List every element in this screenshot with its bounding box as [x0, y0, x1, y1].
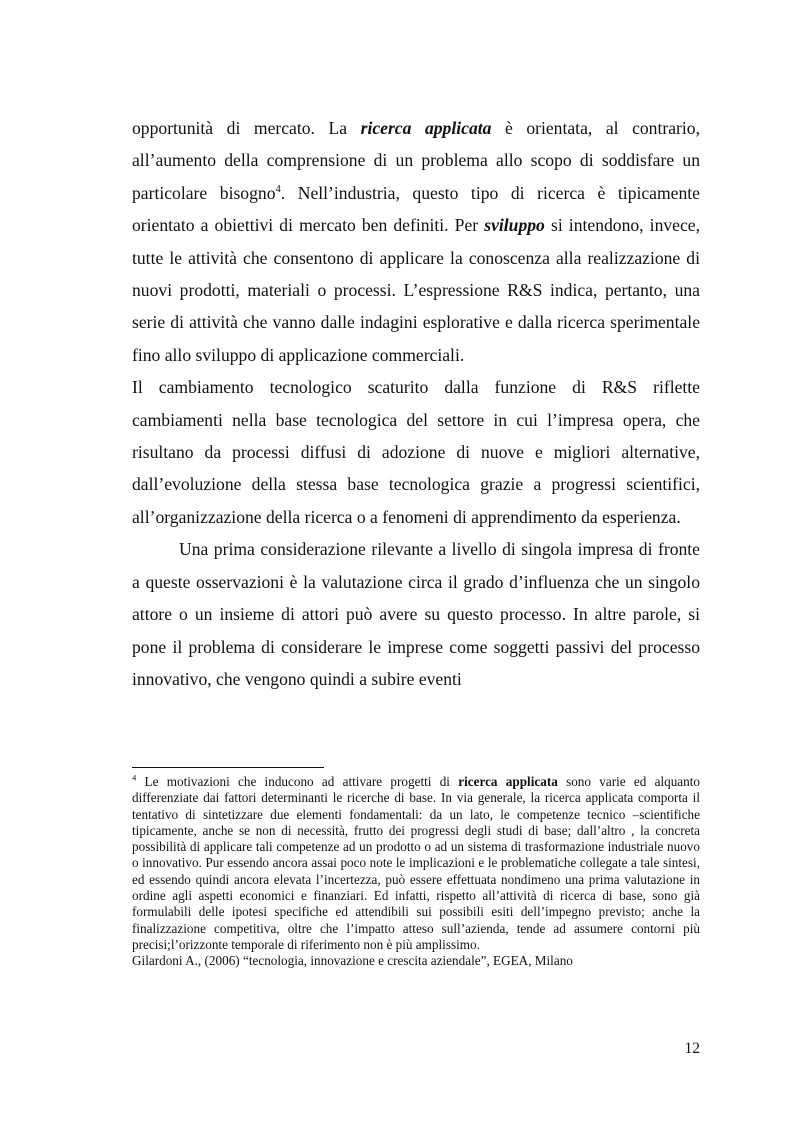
text-run: si intendono, invece, tutte le attività che consentono di applicare la conoscenza alla realizzazione di nuovi prodotti, materiali o processi. L’espressione R&S indica, pertanto, una serie di attività che vanno dalle indagini esplorative e dalla ricerca sperimentale fino allo sviluppo di applicazione commerciali.: [132, 215, 700, 365]
footnote-reference[interactable]: 4: [275, 183, 281, 195]
term-ricerca-applicata: ricerca applicata: [360, 118, 492, 138]
footnote-bold-term: ricerca applicata: [458, 774, 558, 789]
footnote-source: Gilardoni A., (2006) “tecnologia, innovazione e crescita aziendale”, EGEA, Milano: [132, 953, 573, 969]
document-page: [132, 0, 700, 1123]
paragraph-2: Il cambiamento tecnologico scaturito dalla funzione di R&S riflette cambiamenti nella base tecnologica del settore in cui l’impresa opera, che risultano da processi diffusi di adozione di nuove e migliori alternative, dall’evoluzione della stessa base tecnologica grazie a progressi scientifici, all’organizzazione della ricerca o a fenomeni di apprendimento da esperienza.: [132, 377, 700, 527]
paragraph-3: Una prima considerazione rilevante a livello di singola impresa di fronte a queste osservazioni è la valutazione circa il grado d’influenza che un singolo attore o un insieme di attori può avere su questo processo. In altre parole, si pone il problema di considerare le imprese come soggetti passivi del processo innovativo, che vengono quindi a subire eventi: [132, 539, 700, 689]
text-run: opportunità di mercato. La: [132, 118, 361, 138]
footnote-4: [132, 774, 700, 953]
page-number: 12: [684, 1040, 700, 1057]
term-sviluppo: sviluppo: [484, 215, 545, 236]
paragraph-1: [132, 112, 700, 371]
body-text: [132, 112, 700, 695]
text-run: . Nell’industria, questo tipo di ricerca è tipicamente orientato a obiettivi di mercato ben definiti. Per: [132, 182, 700, 236]
text-run: Le motivazioni che inducono ad attivare progetti di: [136, 774, 459, 789]
footnote-separator: [132, 767, 324, 768]
footnote-area: [132, 774, 700, 970]
footnote-number: 4: [132, 772, 137, 783]
text-run: sono varie ed alquanto differenziate dai fattori determinanti le ricerche di base. In via generale, la ricerca applicata comporta il tentativo di sintetizzare due elementi fondamentali: da un lato, le competenze tecnico –scientifiche tipicamente, anche se non di necessità, frutto dei progressi degli studi di base; dall’altro , la concreta possibilità di applicare tali competenze ad un prodotto o ad un sistema di trasformazione industriale nuovo o innovativo. Pur essendo ancora assai poco note le implicazioni e le problematiche collegate a tale sintesi, ed essendo quindi ancora elevata l’incertezza, può essere effettuata nondimeno una prima valutazione in ordine agli aspetti economici e finanziari. Ed infatti, rispetto all’attività di ricerca di base, sono già formulabili delle ipotesi specifiche ed attendibili sui possibili esiti dell’impegno previsto; anche la finalizzazione competitiva, oltre che l’impatto atteso sull’azienda, tende ad assumere contorni più precisi;l’orizzonte temporale di riferimento non è più amplissimo.: [132, 774, 700, 952]
text-run: è orientata, al contrario, all’aumento della comprensione di un problema allo scopo di soddisfare un particolare bisogno: [132, 118, 700, 203]
